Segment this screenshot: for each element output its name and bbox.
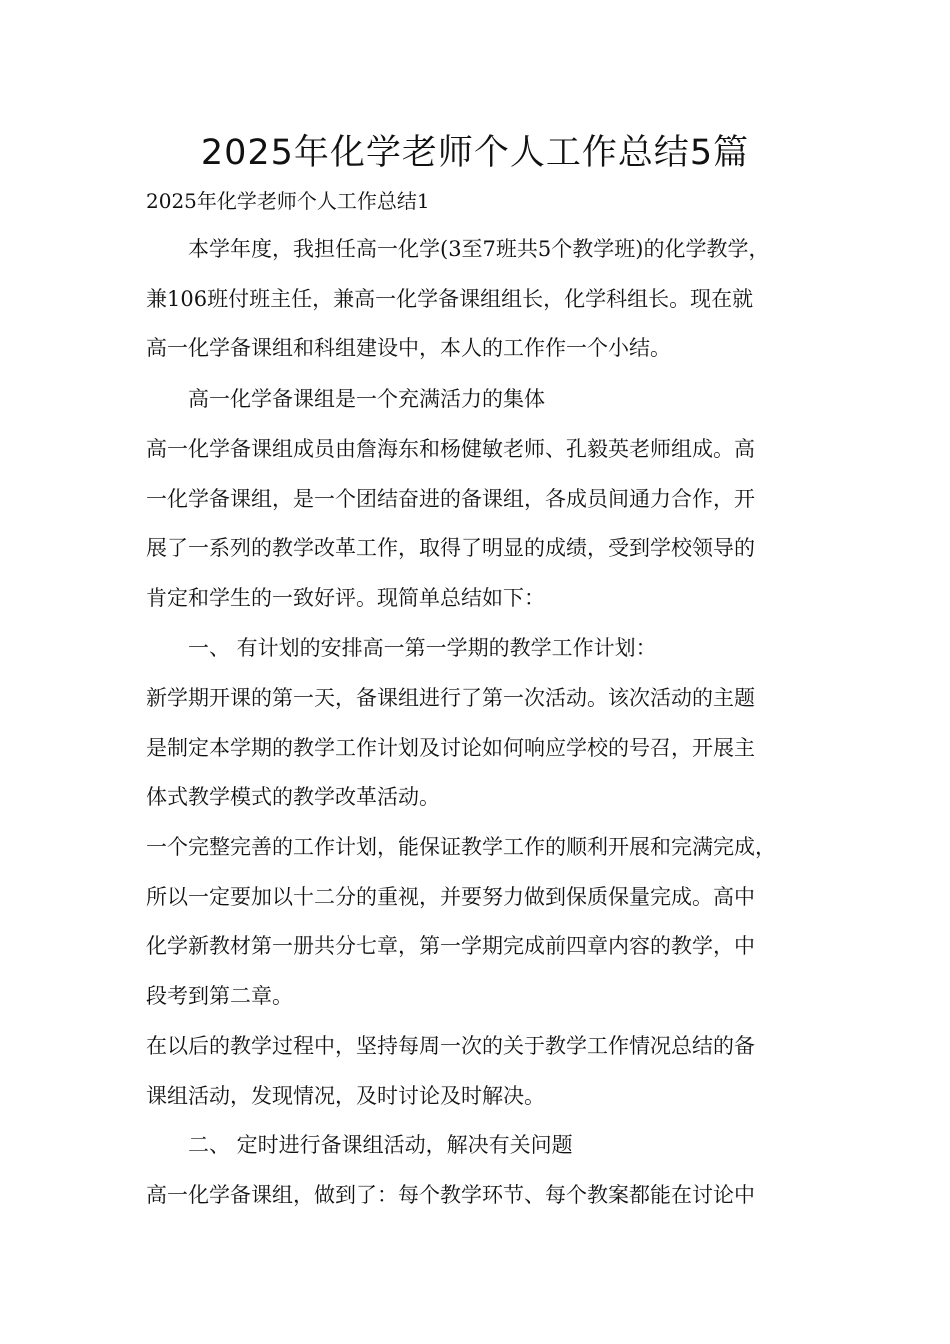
text-line: 展了一系列的教学改革工作，取得了明显的成绩，受到学校领导的 [146, 536, 755, 561]
text-line: 高一化学备课组成员由詹海东和杨健敏老师、孔毅英老师组成。高 [146, 437, 755, 461]
text-line: 课组活动，发现情况，及时讨论及时解决。 [146, 1083, 545, 1108]
text-line: 是制定本学期的教学工作计划及讨论如何响应学校的号召，开展主 [146, 735, 755, 760]
text-line: 在以后的教学过程中，坚持每周一次的关于教学工作情况总结的备 [146, 1034, 755, 1058]
text-line: 一、 有计划的安排高一第一学期的教学工作计划： [188, 636, 657, 660]
text-line: 体式教学模式的教学改革活动。 [146, 785, 440, 810]
text-line: 一化学备课组，是一个团结奋进的备课组，各成员间通力合作，开 [146, 486, 755, 511]
paragraph-members [146, 425, 808, 623]
paragraph-heading-plan [146, 624, 808, 674]
paragraph-heading-collective [146, 375, 808, 425]
text-line: 兼106班付班主任，兼高一化学备课组组长，化学科组长。现在就 [146, 286, 754, 311]
text-line: 高一化学备课组是一个充满活力的集体 [188, 387, 545, 411]
text-line: 二、 定时进行备课组活动，解决有关问题 [188, 1133, 573, 1157]
text-line: 所以一定要加以十二分的重视，并要努力做到保质保量完成。高中 [146, 884, 755, 909]
text-line: 本学年度，我担任高一化学(3至7班共5个教学班)的化学教学， [188, 237, 770, 261]
text-line: 肯定和学生的一致好评。现简单总结如下： [146, 585, 545, 610]
text-line: 一个完整完善的工作计划，能保证教学工作的顺利开展和完满完成， [146, 835, 776, 859]
paragraph-weekly [146, 1022, 808, 1121]
text-line: 高一化学备课组，做到了：每个教学环节、每个教案都能在讨论中 [146, 1183, 755, 1207]
document-title: 2025年化学老师个人工作总结5篇 [200, 133, 750, 173]
section-subtitle: 2025年化学老师个人工作总结1 [146, 189, 430, 213]
text-line: 高一化学备课组和科组建设中，本人的工作作一个小结。 [146, 336, 671, 361]
text-line: 新学期开课的第一天，备课组进行了第一次活动。该次活动的主题 [146, 686, 755, 710]
paragraph-work-plan [146, 823, 808, 1021]
paragraph-heading-activities [146, 1121, 808, 1171]
paragraph-achievements [146, 1171, 808, 1221]
paragraph-first-day [146, 674, 808, 823]
text-line: 段考到第二章。 [146, 983, 293, 1008]
text-line: 化学新教材第一册共分七章，第一学期完成前四章内容的教学，中 [146, 934, 755, 959]
paragraph-intro [146, 225, 808, 374]
